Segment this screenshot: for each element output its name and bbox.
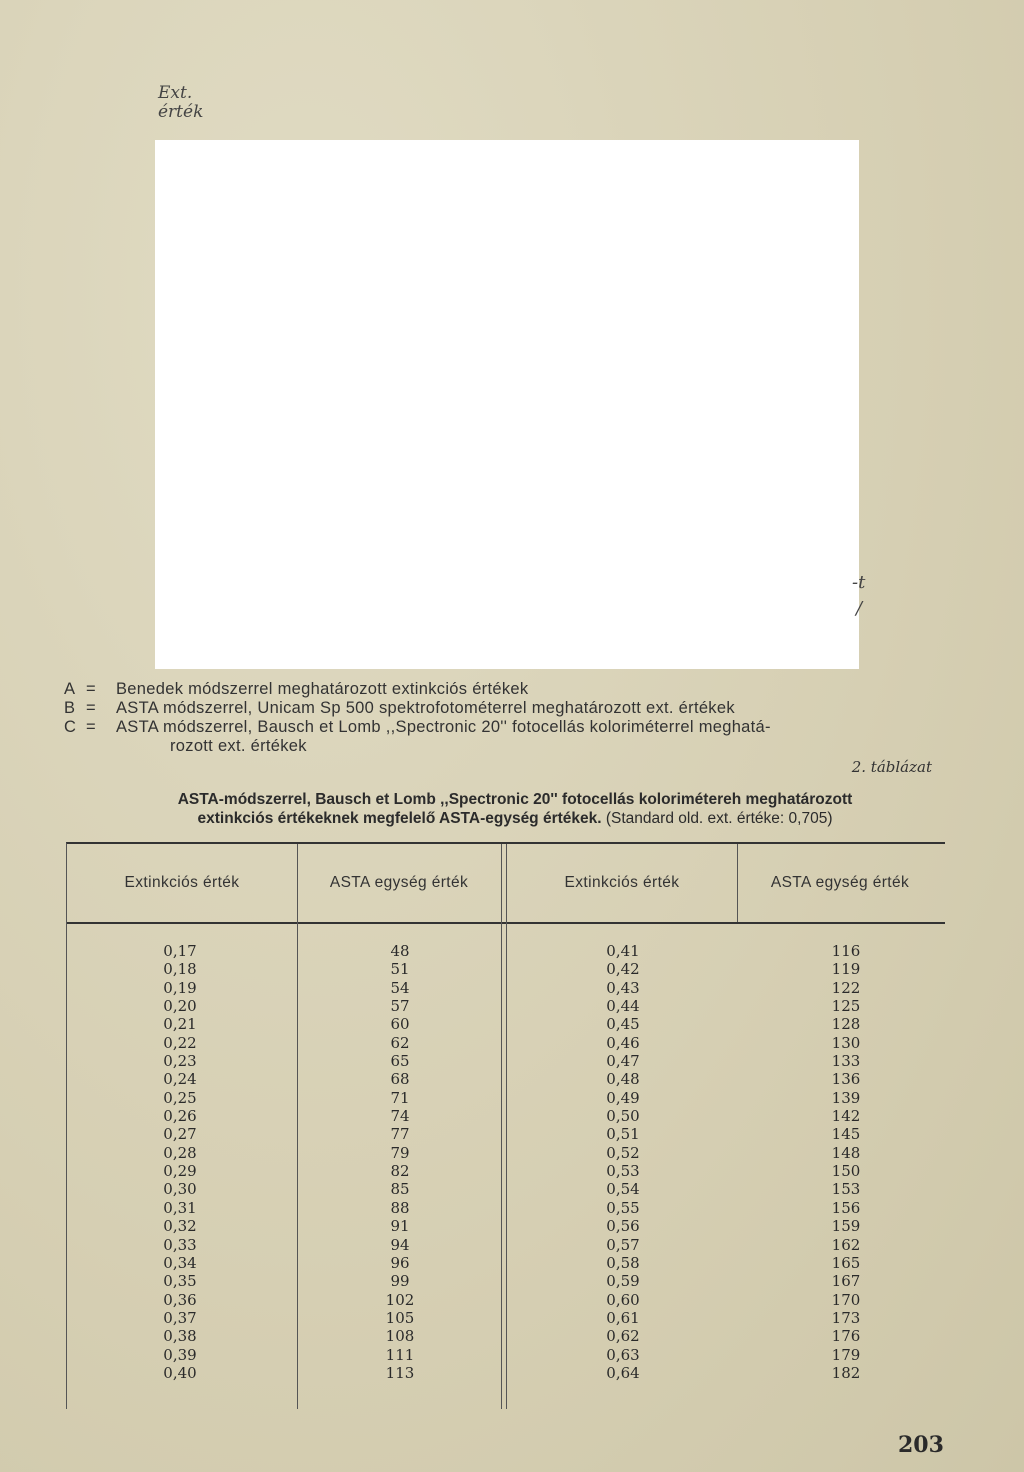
table-cell: 139 bbox=[831, 1088, 861, 1107]
table-cell: 136 bbox=[831, 1070, 861, 1089]
table-cell: 0,32 bbox=[163, 1217, 197, 1236]
table-cell: 0,59 bbox=[606, 1272, 640, 1291]
table-caption bbox=[70, 790, 960, 828]
header-extinction-2: Extinkciós érték bbox=[564, 874, 680, 891]
handwritten-note-line: Ext. bbox=[158, 83, 193, 103]
table-cell: 0,40 bbox=[163, 1363, 197, 1382]
page-number: 203 bbox=[898, 1432, 944, 1458]
table-cell: 85 bbox=[390, 1180, 410, 1199]
margin-mark: -t bbox=[852, 572, 866, 593]
legend-row bbox=[64, 680, 954, 699]
table-cell: 0,50 bbox=[606, 1107, 640, 1126]
table-cell: 0,27 bbox=[163, 1125, 197, 1144]
table-cell: 48 bbox=[390, 942, 410, 960]
table-cell: 0,54 bbox=[606, 1180, 640, 1199]
table-cell: 130 bbox=[831, 1033, 861, 1052]
handwritten-note-line: érték bbox=[158, 102, 204, 122]
table-cell: 94 bbox=[390, 1235, 410, 1254]
table-cell: 119 bbox=[831, 960, 861, 979]
table-cell: 108 bbox=[385, 1327, 415, 1346]
table-cell: 0,17 bbox=[163, 942, 197, 960]
table-cell: 167 bbox=[831, 1272, 861, 1291]
caption-bold: extinkciós értékeknek megfelelő ASTA-egység értékek. bbox=[197, 810, 602, 827]
column-divider bbox=[297, 844, 298, 1409]
table-cell: 0,42 bbox=[606, 960, 640, 979]
table-cell: 82 bbox=[390, 1162, 410, 1181]
table-cell: 159 bbox=[831, 1217, 861, 1236]
table-cell: 0,33 bbox=[163, 1235, 197, 1254]
table-cell: 51 bbox=[390, 960, 410, 979]
table-cell: 0,48 bbox=[606, 1070, 640, 1089]
table-cell: 0,64 bbox=[606, 1363, 640, 1382]
legend-eq: = bbox=[86, 718, 96, 736]
caption-line-1: ASTA-módszerrel, Bausch et Lomb ,,Spectronic 20'' fotocellás kolorimétereh meghatározott bbox=[177, 791, 853, 808]
table-cell: 182 bbox=[831, 1363, 861, 1382]
table-cell: 0,52 bbox=[606, 1143, 640, 1162]
table-cell: 0,37 bbox=[163, 1308, 197, 1327]
table-cell: 102 bbox=[385, 1290, 415, 1309]
table-cell: 0,49 bbox=[606, 1088, 640, 1107]
header-asta-2: ASTA egység érték bbox=[770, 874, 910, 891]
table-cell: 0,18 bbox=[163, 960, 197, 979]
table-cell: 88 bbox=[390, 1198, 410, 1217]
column-extinction-2 bbox=[573, 942, 673, 1382]
table-cell: 116 bbox=[831, 942, 861, 960]
table-cell: 62 bbox=[390, 1033, 410, 1052]
column-asta-2 bbox=[796, 942, 896, 1382]
table-cell: 54 bbox=[390, 978, 410, 997]
table-cell: 0,60 bbox=[606, 1290, 640, 1309]
table-cell: 0,47 bbox=[606, 1052, 640, 1071]
legend-text: Benedek módszerrel meghatározott extinkciós értékek bbox=[116, 680, 529, 698]
legend-continuation: rozott ext. értékek bbox=[170, 737, 307, 755]
table-cell: 0,28 bbox=[163, 1143, 197, 1162]
figure-placeholder bbox=[155, 140, 859, 669]
caption-line-2 bbox=[70, 809, 960, 828]
table-cell: 0,34 bbox=[163, 1253, 197, 1272]
table-cell: 0,39 bbox=[163, 1345, 197, 1364]
legend-eq: = bbox=[86, 699, 96, 717]
table-cell: 77 bbox=[390, 1125, 410, 1144]
legend-key: C bbox=[64, 718, 77, 736]
table-cell: 0,45 bbox=[606, 1015, 640, 1034]
table-cell: 105 bbox=[385, 1308, 415, 1327]
table-cell: 79 bbox=[390, 1143, 410, 1162]
legend-text: ASTA módszerrel, Bausch et Lomb ,,Spectronic 20'' fotocellás koloriméterrel meghatá- bbox=[116, 718, 771, 736]
table-cell: 125 bbox=[831, 997, 861, 1016]
table-cell: 156 bbox=[831, 1198, 861, 1217]
table-cell: 0,23 bbox=[163, 1052, 197, 1071]
table-cell: 65 bbox=[390, 1052, 410, 1071]
header-asta-1: ASTA egység érték bbox=[329, 874, 469, 891]
table-cell: 145 bbox=[831, 1125, 861, 1144]
table-cell: 179 bbox=[831, 1345, 861, 1364]
table-cell: 170 bbox=[831, 1290, 861, 1309]
table-cell: 0,30 bbox=[163, 1180, 197, 1199]
table-cell: 0,56 bbox=[606, 1217, 640, 1236]
legend-text: ASTA módszerrel, Unicam Sp 500 spektrofotométerrel meghatározott ext. értékek bbox=[116, 699, 735, 717]
figure-legend bbox=[64, 680, 954, 756]
table-cell: 0,55 bbox=[606, 1198, 640, 1217]
table-cell: 133 bbox=[831, 1052, 861, 1071]
legend-eq: = bbox=[86, 680, 96, 698]
margin-mark: / bbox=[856, 598, 863, 619]
table-cell: 74 bbox=[390, 1107, 410, 1126]
table-cell: 0,21 bbox=[163, 1015, 197, 1034]
column-asta-1 bbox=[350, 942, 450, 1382]
legend-key: B bbox=[64, 699, 76, 717]
table-cell: 0,62 bbox=[606, 1327, 640, 1346]
table-cell: 0,24 bbox=[163, 1070, 197, 1089]
legend-key: A bbox=[64, 680, 76, 698]
table-cell: 0,53 bbox=[606, 1162, 640, 1181]
table-cell: 0,44 bbox=[606, 997, 640, 1016]
table-cell: 148 bbox=[831, 1143, 861, 1162]
table-cell: 0,41 bbox=[606, 942, 640, 960]
table-cell: 60 bbox=[390, 1015, 410, 1034]
column-divider bbox=[737, 844, 738, 922]
table-cell: 0,63 bbox=[606, 1345, 640, 1364]
table-cell: 0,58 bbox=[606, 1253, 640, 1272]
table-cell: 122 bbox=[831, 978, 861, 997]
table-cell: 0,38 bbox=[163, 1327, 197, 1346]
table-cell: 0,57 bbox=[606, 1235, 640, 1254]
table-number: 2. táblázat bbox=[851, 758, 932, 776]
table-cell: 0,29 bbox=[163, 1162, 197, 1181]
table-cell: 0,46 bbox=[606, 1033, 640, 1052]
table-cell: 0,36 bbox=[163, 1290, 197, 1309]
table-cell: 0,31 bbox=[163, 1198, 197, 1217]
table-cell: 0,19 bbox=[163, 978, 197, 997]
table-cell: 0,26 bbox=[163, 1107, 197, 1126]
table-cell: 128 bbox=[831, 1015, 861, 1034]
legend-row bbox=[64, 718, 954, 737]
header-extinction-1: Extinkciós érték bbox=[124, 874, 240, 891]
table-cell: 0,25 bbox=[163, 1088, 197, 1107]
table-cell: 0,51 bbox=[606, 1125, 640, 1144]
table-cell: 71 bbox=[390, 1088, 410, 1107]
table-cell: 68 bbox=[390, 1070, 410, 1089]
table-cell: 0,61 bbox=[606, 1308, 640, 1327]
table-cell: 150 bbox=[831, 1162, 861, 1181]
table-cell: 153 bbox=[831, 1180, 861, 1199]
table-cell: 91 bbox=[390, 1217, 410, 1236]
table-cell: 0,35 bbox=[163, 1272, 197, 1291]
caption-plain: (Standard old. ext. értéke: 0,705) bbox=[605, 810, 833, 827]
column-extinction-1 bbox=[130, 942, 230, 1382]
table-cell: 57 bbox=[390, 997, 410, 1016]
table-cell: 162 bbox=[831, 1235, 861, 1254]
table-cell: 142 bbox=[831, 1107, 861, 1126]
table-cell: 96 bbox=[390, 1253, 410, 1272]
table-cell: 0,20 bbox=[163, 997, 197, 1016]
table-cell: 99 bbox=[390, 1272, 410, 1291]
table-cell: 0,22 bbox=[163, 1033, 197, 1052]
table-cell: 0,43 bbox=[606, 978, 640, 997]
table-cell: 113 bbox=[385, 1363, 415, 1382]
table-cell: 165 bbox=[831, 1253, 861, 1272]
handwritten-note bbox=[158, 84, 203, 122]
table-cell: 173 bbox=[831, 1308, 861, 1327]
column-divider-double bbox=[501, 844, 507, 1409]
table-cell: 176 bbox=[831, 1327, 861, 1346]
legend-row bbox=[64, 699, 954, 718]
table-cell: 111 bbox=[385, 1345, 415, 1364]
